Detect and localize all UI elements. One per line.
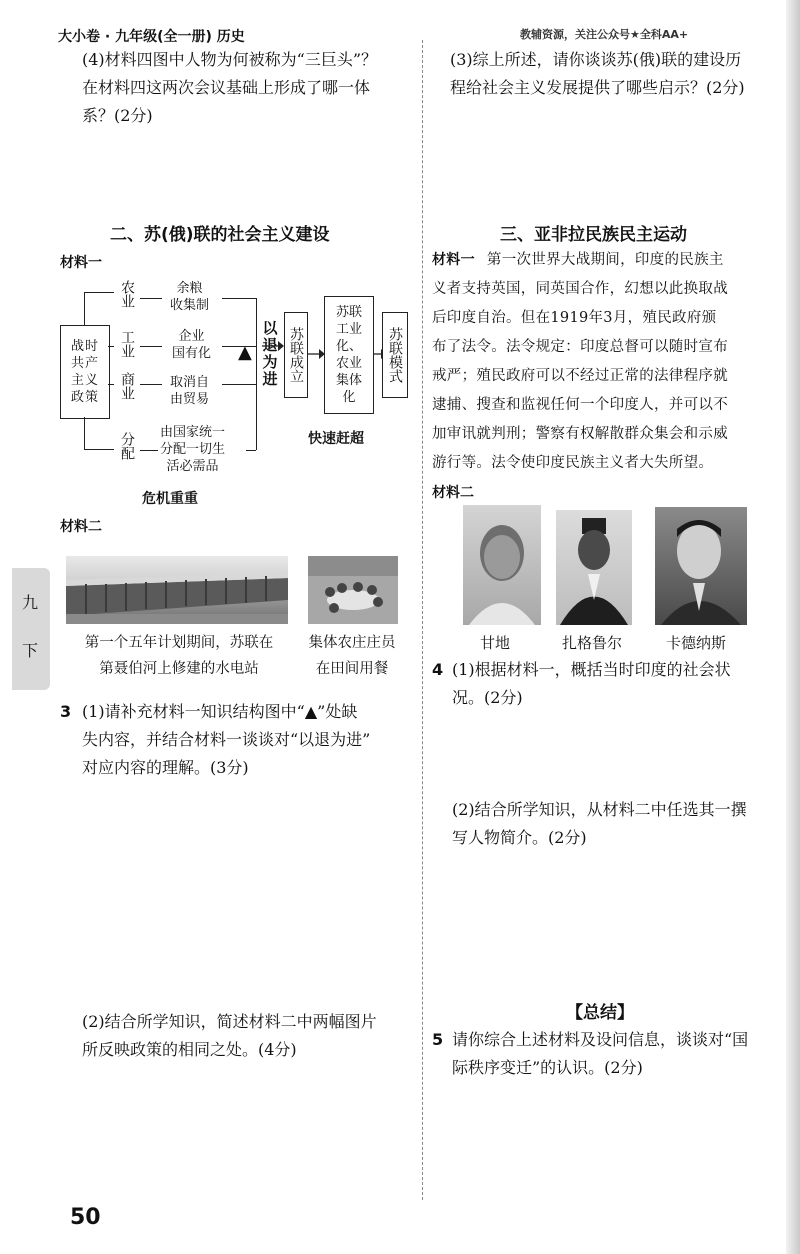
question-5-number: 5 [432, 1030, 444, 1049]
text-line: 收集制 [170, 298, 210, 313]
connector [140, 384, 162, 385]
text-line: 请你综合上述材料及设问信息，谈谈对“国 [452, 1030, 749, 1049]
connector [246, 450, 256, 451]
soviet-model-label: 苏联模式 [387, 327, 403, 383]
category-commerce: 商业 [119, 372, 135, 400]
connector [84, 292, 85, 325]
text-line: 系？(2分) [82, 106, 153, 125]
cardenas-portrait [655, 507, 747, 625]
text-line: 由国家统一 [160, 425, 226, 440]
text-line: 义者支持英国，同英国合作，幻想以此换取战 [432, 281, 728, 297]
wartime-communism-box [60, 325, 110, 419]
question-3-number: 3 [60, 702, 72, 721]
crisis-caption: 危机重重 [142, 491, 198, 507]
india-passage [432, 246, 782, 478]
question-5 [452, 1026, 782, 1082]
section-title-soviet: 二、苏(俄)联的社会主义建设 [110, 225, 330, 245]
retreat-to-advance-label: 以退为进 [262, 319, 278, 388]
column-divider [422, 40, 423, 1200]
book-title: 大小卷 · 九年级(全一册) 历史 [58, 29, 245, 45]
material-1-label: 材料一 [432, 252, 475, 268]
question-4-part-1 [452, 656, 782, 712]
prev-question-3 [450, 46, 780, 102]
zaghlul-portrait [556, 510, 632, 625]
promo-text: 教辅资源，关注公众号★全科AA+ [520, 28, 689, 41]
category-industry: 工业 [119, 330, 135, 358]
material-2-label: 材料二 [60, 519, 102, 535]
side-tab-char-1: 九 [22, 593, 39, 612]
person-portrait-icon [463, 505, 541, 625]
missing-triangle-marker: ▲ [238, 342, 252, 363]
industrialization-label: 苏联工业化、农业集体化 [335, 305, 362, 405]
question-4-number: 4 [432, 660, 444, 679]
policy-ban-free-trade [170, 374, 209, 408]
text-line: 况。(2分) [452, 688, 523, 707]
text-line: 戒严；殖民政府可以不经过正常的法律程序就 [432, 368, 728, 384]
prev-question-4 [82, 46, 412, 130]
connector [140, 298, 162, 299]
text-line: (4)材料四图中人物为何被称为“三巨头”？ [82, 50, 378, 69]
question-3-part-1 [82, 698, 412, 782]
text-line: 分配一切生 [160, 442, 226, 457]
arrow-right-icon [262, 340, 284, 352]
collective-farm-photo [308, 556, 398, 624]
text-line: 际秩序变迁”的认识。(2分) [452, 1058, 643, 1077]
text-line: 活必需品 [166, 459, 219, 474]
soviet-model-box [382, 312, 408, 398]
soviet-founding-box [284, 312, 308, 398]
dam-photo-caption [66, 630, 292, 682]
text-line: 所反映政策的相同之处。(4分) [82, 1040, 297, 1059]
text-line: (2)结合所学知识，简述材料二中两幅图片 [82, 1012, 377, 1031]
summary-title: 【总结】 [566, 1003, 634, 1023]
question-4-part-2 [452, 796, 782, 852]
text-line: 逮捕、搜查和监视任何一个印度人，并可以不 [432, 397, 728, 413]
farm-illustration [308, 556, 398, 624]
text-line: 余粮 [176, 281, 203, 296]
policy-nationalization [172, 328, 211, 362]
caption-cardenas: 卡德纳斯 [666, 634, 727, 652]
text-line: 在材料四这两次会议基础上形成了哪一体 [82, 78, 371, 97]
connector [108, 384, 114, 385]
caption-zaghlul: 扎格鲁尔 [562, 634, 623, 652]
side-tab-char-2: 下 [22, 641, 39, 660]
text-line: 写人物简介。(2分) [452, 828, 587, 847]
farm-photo-caption [296, 630, 408, 682]
material-1-label: 材料一 [60, 255, 102, 271]
connector [222, 298, 256, 299]
industrialization-box [324, 296, 374, 414]
fast-catchup-caption: 快速赶超 [308, 431, 364, 447]
connector [84, 449, 114, 450]
text-line: (2)结合所学知识，从材料二中任选其一撰 [452, 800, 747, 819]
text-line: 国有化 [172, 346, 212, 361]
person-portrait-icon [556, 510, 632, 625]
category-distribution: 分配 [119, 432, 135, 460]
text-line: 企业 [178, 329, 205, 344]
text-line: 后印度自治。但在1919年3月，殖民政府颁 [432, 310, 717, 326]
text-line: (3)综上所述，请你谈谈苏(俄)联的建设历 [450, 50, 742, 69]
text-line: 由贸易 [170, 392, 210, 407]
arrow-right-icon [307, 348, 325, 360]
connector [222, 384, 256, 385]
gandhi-portrait [463, 505, 541, 625]
text-line: (1)请补充材料一知识结构图中“▲”处缺 [82, 702, 358, 721]
dnieper-dam-photo [66, 556, 288, 624]
connector [84, 417, 85, 449]
text-line: 第聂伯河上修建的水电站 [99, 661, 259, 677]
connector [140, 450, 158, 451]
section-title-afro-asian: 三、亚非拉民族民主运动 [500, 225, 687, 245]
page-edge-shadow [786, 0, 800, 1254]
connector [108, 346, 114, 347]
text-line: 取消自 [170, 375, 210, 390]
text-line: 在田间用餐 [315, 661, 389, 677]
connector [256, 298, 257, 450]
grade-side-tab [12, 568, 50, 690]
question-3-part-2 [82, 1008, 412, 1064]
page-number: 50 [70, 1205, 101, 1230]
material-2-label-right: 材料二 [432, 485, 474, 501]
wartime-communism-label: 战时共产主义政策 [70, 339, 99, 405]
text-line: 第一次世界大战期间，印度的民族主 [486, 252, 724, 268]
person-portrait-icon [655, 507, 747, 625]
text-line: 游行等。法令使印度民族主义者大失所望。 [432, 455, 714, 471]
connector [140, 346, 162, 347]
text-line: 加审讯就判刑；警察有权解散群众集会和示威 [432, 426, 728, 442]
text-line: 对应内容的理解。(3分) [82, 758, 249, 777]
category-agriculture: 农业 [119, 280, 135, 308]
text-line: 集体农庄庄员 [308, 635, 396, 651]
text-line: 失内容，并结合材料一谈谈对“以退为进” [82, 730, 371, 749]
caption-gandhi: 甘地 [480, 634, 511, 652]
text-line: 第一个五年计划期间，苏联在 [84, 635, 274, 651]
soviet-founding-label: 苏联成立 [288, 327, 304, 383]
connector [84, 292, 114, 293]
policy-grain-requisition [170, 280, 209, 314]
text-line: 布了法令。法令规定：印度总督可以随时宣布 [432, 339, 728, 355]
text-line: 程给社会主义发展提供了哪些启示？(2分) [450, 78, 745, 97]
dam-illustration [66, 556, 288, 624]
text-line: (1)根据材料一，概括当时印度的社会状 [452, 660, 731, 679]
policy-state-distribution [160, 424, 225, 475]
